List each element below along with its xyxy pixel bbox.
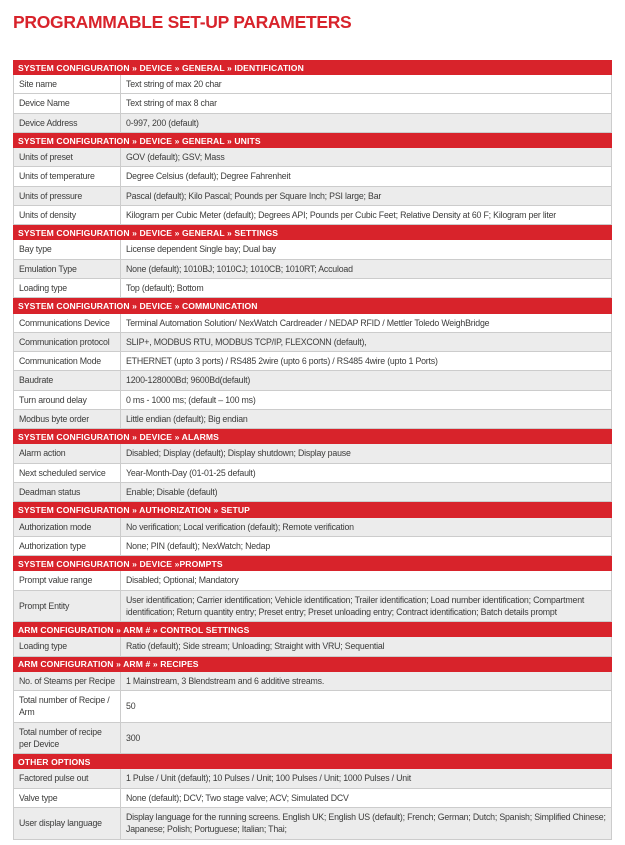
parameter-value: None (default); 1010BJ; 1010CJ; 1010CB; 1010RT; Accuload xyxy=(126,263,353,274)
table-row xyxy=(14,464,611,483)
table-row xyxy=(14,94,611,113)
table-row xyxy=(14,75,611,94)
parameter-value: Top (default); Bottom xyxy=(126,283,204,294)
parameter-value: Ratio (default); Side stream; Unloading; Straight with VRU; Sequential xyxy=(126,641,385,652)
parameter-name: Device Address xyxy=(14,114,121,132)
parameter-value: 50 xyxy=(126,701,136,712)
parameter-value: Little endian (default); Big endian xyxy=(126,414,248,425)
table-row xyxy=(14,371,611,390)
table-row xyxy=(14,571,611,590)
section-header: SYSTEM CONFIGURATION » DEVICE » GENERAL » SETTINGS xyxy=(13,225,612,240)
parameter-value: 0 ms - 1000 ms; (default – 100 ms) xyxy=(126,394,256,405)
parameter-value: No verification; Local verification (default); Remote verification xyxy=(126,521,354,532)
parameter-value: Year-Month-Day (01-01-25 default) xyxy=(126,467,256,478)
table-row xyxy=(14,672,611,691)
parameter-name: Modbus byte order xyxy=(14,410,121,428)
parameter-name: Units of density xyxy=(14,206,121,224)
table-row xyxy=(14,148,611,167)
parameter-name: Prompt Entity xyxy=(14,591,121,622)
parameter-value: Pascal (default); Kilo Pascal; Pounds per Square Inch; PSI large; Bar xyxy=(126,190,382,201)
parameter-value: 1 Mainstream, 3 Blendstream and 6 additive streams. xyxy=(126,675,325,686)
parameter-value: None (default); DCV; Two stage valve; ACV; Simulated DCV xyxy=(126,792,349,803)
table-row xyxy=(14,723,611,755)
parameter-value: SLIP+, MODBUS RTU, MODBUS TCP/IP, FLEXCONN (default), xyxy=(126,336,367,347)
table-row xyxy=(14,691,611,723)
parameter-name: Communications Device xyxy=(14,314,121,332)
parameter-value: 1 Pulse / Unit (default); 10 Pulses / Unit; 100 Pulses / Unit; 1000 Pulses / Unit xyxy=(126,773,411,784)
parameter-value: 0-997, 200 (default) xyxy=(126,117,199,128)
parameter-value: Text string of max 20 char xyxy=(126,79,222,90)
section-header: SYSTEM CONFIGURATION » DEVICE »PROMPTS xyxy=(13,556,612,571)
parameter-name: Total number of Recipe / Arm xyxy=(14,691,121,722)
table-row xyxy=(14,518,611,537)
parameter-name: Emulation Type xyxy=(14,260,121,278)
parameter-value: User identification; Carrier identification; Vehicle identification; Trailer identification; Load number identification; Compartment identification; Return quantity entry; Preset entry; Preset unloading entry; Contract identification; Batch details prompt xyxy=(126,594,585,617)
section-header: SYSTEM CONFIGURATION » DEVICE » COMMUNICATION xyxy=(13,298,612,313)
table-row xyxy=(14,260,611,279)
table-row xyxy=(14,114,611,133)
table-row xyxy=(14,206,611,225)
parameter-name: Device Name xyxy=(14,94,121,112)
parameter-name: Total number of recipe per Device xyxy=(14,723,121,754)
parameter-name: Turn around delay xyxy=(14,391,121,409)
section-header: ARM CONFIGURATION » ARM # » RECIPES xyxy=(13,657,612,672)
parameter-value: Enable; Disable (default) xyxy=(126,487,218,498)
table-row xyxy=(14,391,611,410)
parameter-name: Loading type xyxy=(14,279,121,297)
section-header: ARM CONFIGURATION » ARM # » CONTROL SETTINGS xyxy=(13,622,612,637)
parameter-name: Loading type xyxy=(14,637,121,655)
table-row xyxy=(14,187,611,206)
parameter-name: Bay type xyxy=(14,240,121,258)
parameter-name: No. of Steams per Recipe xyxy=(14,672,121,690)
table-row xyxy=(14,410,611,429)
parameter-name: Deadman status xyxy=(14,483,121,501)
parameter-value: Disabled; Optional; Mandatory xyxy=(126,575,239,586)
page-title: PROGRAMMABLE SET-UP PARAMETERS xyxy=(13,12,352,32)
parameter-value: License dependent Single bay; Dual bay xyxy=(126,244,276,255)
table-row xyxy=(14,537,611,556)
table-row xyxy=(14,591,611,623)
table-row xyxy=(14,352,611,371)
table-row xyxy=(14,483,611,502)
parameter-value: ETHERNET (upto 3 ports) / RS485 2wire (upto 6 ports) / RS485 4wire (upto 1 Ports) xyxy=(126,356,438,367)
parameter-value: 1200-128000Bd; 9600Bd(default) xyxy=(126,375,251,386)
table-row xyxy=(14,769,611,788)
parameter-value: Disabled; Display (default); Display shutdown; Display pause xyxy=(126,448,351,459)
parameter-name: Communication protocol xyxy=(14,333,121,351)
parameter-name: Prompt value range xyxy=(14,571,121,589)
parameter-value: GOV (default); GSV; Mass xyxy=(126,152,225,163)
table-row xyxy=(14,240,611,259)
table-row xyxy=(14,637,611,656)
parameter-name: Units of preset xyxy=(14,148,121,166)
parameter-value: Degree Celsius (default); Degree Fahrenheit xyxy=(126,171,291,182)
parameter-value: Display language for the running screens. English UK; English US (default); French; German; Dutch; Spanish; Simplified Chinese; Japanese; Polish; Portuguese; Italian; Thai; xyxy=(126,811,606,835)
table-row xyxy=(14,314,611,333)
parameter-name: Units of temperature xyxy=(14,167,121,185)
parameter-name: User display language xyxy=(14,808,121,839)
parameters-table xyxy=(13,60,612,840)
parameter-value: Kilogram per Cubic Meter (default); Degrees API; Pounds per Cubic Feet; Relative Density at 60 F; Kilogram per liter xyxy=(126,210,557,221)
section-header: OTHER OPTIONS xyxy=(13,754,612,769)
table-row xyxy=(14,279,611,298)
section-header: SYSTEM CONFIGURATION » DEVICE » GENERAL » IDENTIFICATION xyxy=(13,60,612,75)
parameter-name: Next scheduled service xyxy=(14,464,121,482)
section-header: SYSTEM CONFIGURATION » DEVICE » ALARMS xyxy=(13,429,612,444)
parameter-name: Factored pulse out xyxy=(14,769,121,787)
parameter-name: Alarm action xyxy=(14,444,121,462)
section-header: SYSTEM CONFIGURATION » AUTHORIZATION » SETUP xyxy=(13,502,612,517)
parameter-name: Authorization mode xyxy=(14,518,121,536)
table-row xyxy=(14,333,611,352)
table-row xyxy=(14,808,611,839)
parameter-value: Terminal Automation Solution/ NexWatch Cardreader / NEDAP RFID / Mettler Toledo WeighBridge xyxy=(126,317,490,328)
parameter-value: 300 xyxy=(126,732,141,743)
parameter-name: Baudrate xyxy=(14,371,121,389)
parameter-value: Text string of max 8 char xyxy=(126,98,217,109)
parameter-name: Valve type xyxy=(14,789,121,807)
parameter-value: None; PIN (default); NexWatch; Nedap xyxy=(126,540,271,551)
table-row xyxy=(14,167,611,186)
parameter-name: Units of pressure xyxy=(14,187,121,205)
parameter-name: Authorization type xyxy=(14,537,121,555)
table-row xyxy=(14,789,611,808)
table-row xyxy=(14,444,611,463)
parameter-name: Communication Mode xyxy=(14,352,121,370)
section-header: SYSTEM CONFIGURATION » DEVICE » GENERAL » UNITS xyxy=(13,133,612,148)
parameter-name: Site name xyxy=(14,75,121,93)
